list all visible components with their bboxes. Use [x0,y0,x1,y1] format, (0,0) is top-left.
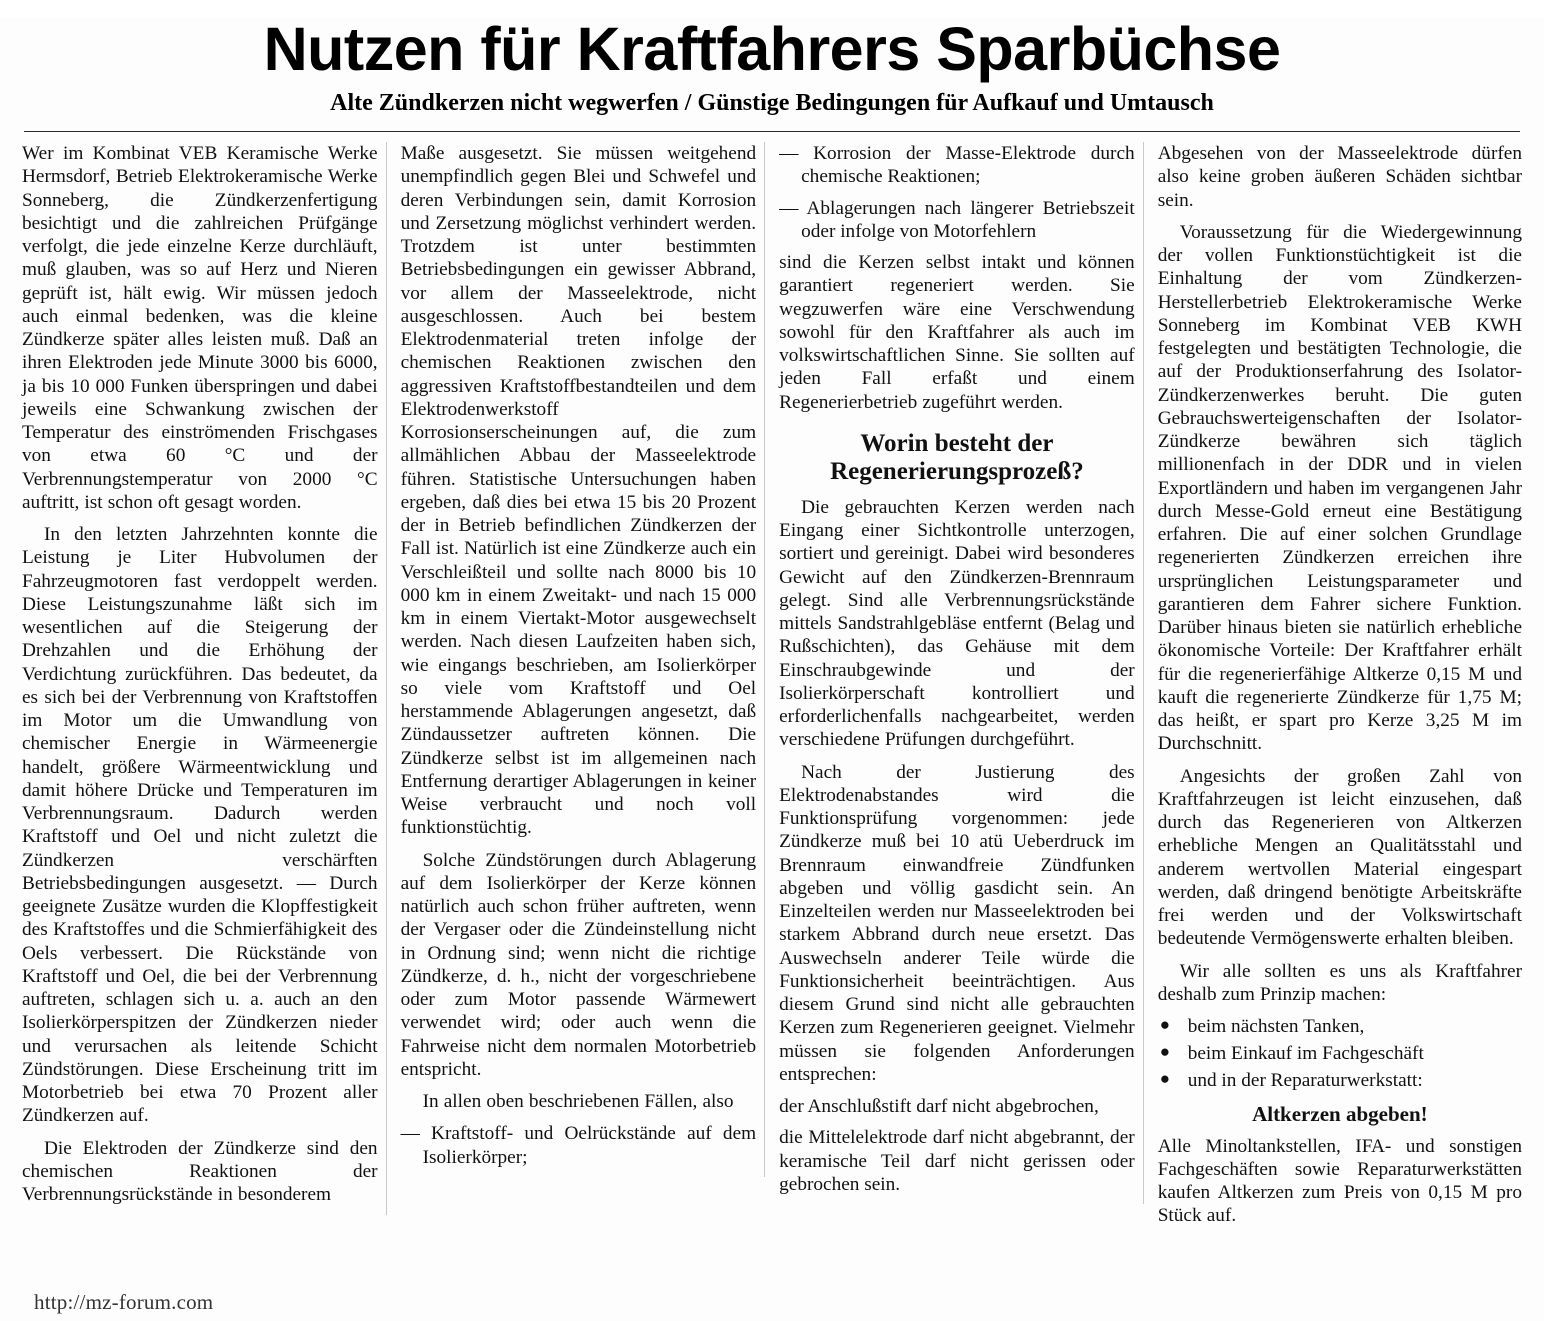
requirement-item: der Anschlußstift darf nicht abgebrochen, [779,1096,1099,1118]
paragraph: In den letzten Jahrzehnten konnte die Leistung je Liter Hubvolumen der Fahrzeugmotoren fast verdoppelt werden. Diese Leistungszunahme läßt sich im wesentlichen auf die Steigerung der Drehzahlen und die Erhöhung der Verdichtung zurückführen. Das bedeutet, da es sich bei der Verbrennung von Kraftstoffen im Motor um die Umwandlung von chemischer Energie in Wärmeenergie handelt, größere Wärmeentwicklung und damit höhere Drücke und Temperaturen im Verbrennungsraum. Dadurch werden Kraftstoff und Oel und nicht zuletzt die Zündkerzen verschärften Betriebsbedingungen ausgesetzt. — Durch geeignete Zusätze wurden die Klopffestigkeit des Kraftstoffes und die Schmierfähigkeit des Oels verbessert. Die Rückstände von Kraftstoff und Oel, die bei der Verbrennung auftreten, schlagen sich u. a. auch an den Isolierkörperspitzen der Zündkerzen nieder und verursachen als leitende Schicht Zündstörungen. Diese Erscheinung tritt im Motorbetrieb bei etwa 70 Prozent aller Zündkerzen auf. [22,524,378,1127]
newspaper-article-page [0,15,1544,1321]
column-2 [401,142,766,1177]
paragraph: Voraussetzung für die Wiedergewinnung der vollen Funktionstüchtigkeit ist die Einhaltung der vom Zündkerzen-Herstellerbetrieb Elektrokeramische Werke Sonneberg im Kombinat VEB KWH festgelegten und bestätigten Technologie, die auf der Produktionserfahrung des Isolator-Zündkerzenwerkes beruht. Die guten Gebrauchswerteigenschaften der Isolator-Zündkerze bewähren sich täglich millionenfach in der DDR und in vielen Exportländern und haben im vergangenen Jahr durch Messe-Gold erneut eine Bestätigung erfahren. Die auf einer solchen Grundlage regenerierten Zündkerzen erreichen ihre ursprünglichen Leistungsparameter und garantieren dem Fahrer sichere Funktion. Darüber hinaus bieten sie natürlich erhebliche ökonomische Vorteile: Der Kraftfahrer erhält für die regenerierfähige Altkerze 0,15 M und kauft die regenerierte Zündkerze für 1,75 M; das heißt, er spart pro Kerze 3,25 M im Durchschnitt. [1157,221,1522,755]
paragraph: Solche Zündstörungen durch Ablagerung auf dem Isolierkörper der Kerze können natürlich auch schon früher auftreten, wenn der Vergaser oder die Zündeinstellung nicht in Ordnung sind; wenn nicht die richtige Zündkerze, d. h., nicht der vorgeschriebene oder zum Motor passende Wärmewert verwendet wird; oder auch wenn die Fahrweise nicht dem normalen Motorbetrieb entspricht. [400,849,757,1080]
paragraph: In allen oben beschriebenen Fällen, also [422,1091,734,1113]
paragraph: Die Elektroden der Zündkerze sind den chemischen Reaktionen der Verbrennungsrückstände in besonderem [22,1137,378,1206]
paragraph: Maße ausgesetzt. Sie müssen weitgehend unempfindlich gegen Blei und Schwefel und deren Verbindungen sein, damit Korrosion und Zersetzung möglichst verhindert werden. Trotzdem ist unter bestimmten Betriebsbedingungen ein gewisser Abbrand, vor allem der Masseelektrode, nicht ausgeschlossen. Auch bei bestem Elektrodenmaterial treten infolge der chemischen Reaktionen zwischen den aggressiven Kraftstoffbestandteilen und dem Elektrodenwerkstoff Korrosionserscheinungen auf, die zum allmählichen Abbau der Masseelektrode führen. Statistische Untersuchungen haben ergeben, daß dies bei etwa 15 bis 20 Prozent der in Betrieb befindlichen Zündkerzen der Fall ist. Natürlich ist eine Zündkerze auch ein Verschleißteil und sollte nach 8000 bis 10 000 km in einem Zweitakt- und nach 15 000 km in einem Viertakt-Motor ausgewechselt werden. Nach diesen Laufzeiten haben sich, wie eingangs beschrieben, am Isolierkörper so viele vom Kraftstoff und Oel herstammende Ablagerungen angesetzt, daß Zündaussetzer auftreten können. Die Zündkerze selbst ist im allgemeinen nach Entfernung derartiger Ablagerungen in keiner Weise verbraucht und noch voll funktionstüchtig. [400,143,757,839]
list-item: ● beim nächsten Tanken, [1158,1015,1522,1039]
principles-list [1158,1015,1522,1093]
paragraph: Alle Minoltankstellen, IFA- und sonstigen Fachgeschäften sowie Reparaturwerkstätten kaufen Altkerzen zum Preis von 0,15 M pro Stück auf. [1157,1135,1522,1227]
header-divider [24,131,1520,132]
list-item: — Kraftstoff- und Oelrückstände auf dem Isolierkörper; [400,1123,757,1168]
list-item: — Korrosion der Masse-Elektrode durch chemische Reaktionen; [779,143,1135,188]
column-3 [779,142,1144,1204]
page-title: Nutzen für Kraftfahrers Sparbüchse [263,15,1281,83]
paragraph: Wir alle sollten es uns als Kraftfahrer deshalb zum Prinzip machen: [1157,960,1522,1005]
list-item: — Ablagerungen nach längerer Betriebszeit oder infolge von Motorfehlern [779,197,1135,242]
article-subheadline: Alte Zündkerzen nicht wegwerfen / Günstige Bedingungen für Aufkauf und Umtausch [330,90,1214,117]
paragraph: sind die Kerzen selbst intakt und können garantiert regeneriert werden. Sie wegzuwerfen wäre eine Verschwendung sowohl für den Kraftfahrer als auch im volkswirtschaftlichen Sinne. Sie sollten auf jeden Fall erfaßt und einem Regenerierbetrieb zugeführt werden. [779,252,1135,413]
section-heading: Worin besteht der Regenerierungsprozeß? [830,429,1084,485]
column-1 [22,142,387,1215]
column-4 [1158,142,1522,1236]
paragraph: Angesichts der großen Zahl von Kraftfahrzeugen ist leicht einzusehen, daß durch das Regenerieren von Altkerzen erhebliche Mengen an Qualitätsstahl und anderem wertvollen Material eingespart werden, daß dringend benötigte Arbeitskräfte frei werden und der Volkswirtschaft bedeutende Vermögenswerte erhalten bleiben. [1157,765,1522,950]
list-item: ● und in der Reparaturwerkstatt: [1158,1069,1522,1093]
requirement-item: die Mittelelektrode darf nicht abgebrannt, der keramische Teil darf nicht gerissen oder gebrochen sein. [779,1127,1135,1195]
paragraph: Wer im Kombinat VEB Keramische Werke Hermsdorf, Betrieb Elektrokeramische Werke Sonneberg, die Zündkerzenfertigung besichtigt und die zahlreichen Prüfgänge verfolgt, die jede einzelne Kerze durchläuft, muß glauben, was so auf Herz und Nieren geprüft ist, hält ewig. Wir müssen jedoch auch einmal bedenken, was die kleine Zündkerze später alles leisten muß. Daß an ihren Elektroden jede Minute 3000 bis 6000, ja bis 10 000 Funken überspringen und dabei jeweils eine Schwankung zwischen der Temperatur des einströmenden Frischgases von etwa 60 °C und der Verbrennungstemperatur von 2000 °C auftritt, ist schon oft gesagt worden. [22,143,378,513]
call-to-action: Altkerzen abgeben! [1252,1101,1428,1126]
watermark: http://mz-forum.com [34,1290,214,1314]
paragraph: Nach der Justierung des Elektrodenabstandes wird die Funktionsprüfung vorgenommen: jede Zündkerze muß bei 10 atü Ueberdruck im Brennraum einwandfreie Zündfunken abgeben und völlig gasdicht sein. An Einzelteilen werden nur Masseelektroden bei starkem Abbrand durch neue ersetzt. Das Auswechseln anderer Teile würde die Funktionsicherheit beeinträchtigen. Aus diesem Grund sind nicht alle gebrauchten Kerzen zum Regenerieren geeignet. Vielmehr müssen sie folgenden Anforderungen entsprechen: [779,761,1135,1085]
list-item: ● beim Einkauf im Fachgeschäft [1158,1042,1522,1066]
paragraph: Die gebrauchten Kerzen werden nach Eingang einer Sichtkontrolle unterzogen, sortiert und gereinigt. Dabei wird besonderes Gewicht auf den Zündkerzen-Brennraum gelegt. Sind alle Verbrennungsrückstände mittels Sandstrahlgebläse entfernt (Belag und Rußschichten), das Gehäuse mit dem Einschraubgewinde und der Isolierkörperschaft kontrolliert und erforderlichenfalls nachgearbeitet, werden verschiedene Prüfungen durchgeführt. [779,496,1135,751]
article-columns [0,142,1544,1236]
paragraph: Abgesehen von der Masseelektrode dürfen also keine groben äußeren Schäden sichtbar sein. [1157,143,1522,211]
